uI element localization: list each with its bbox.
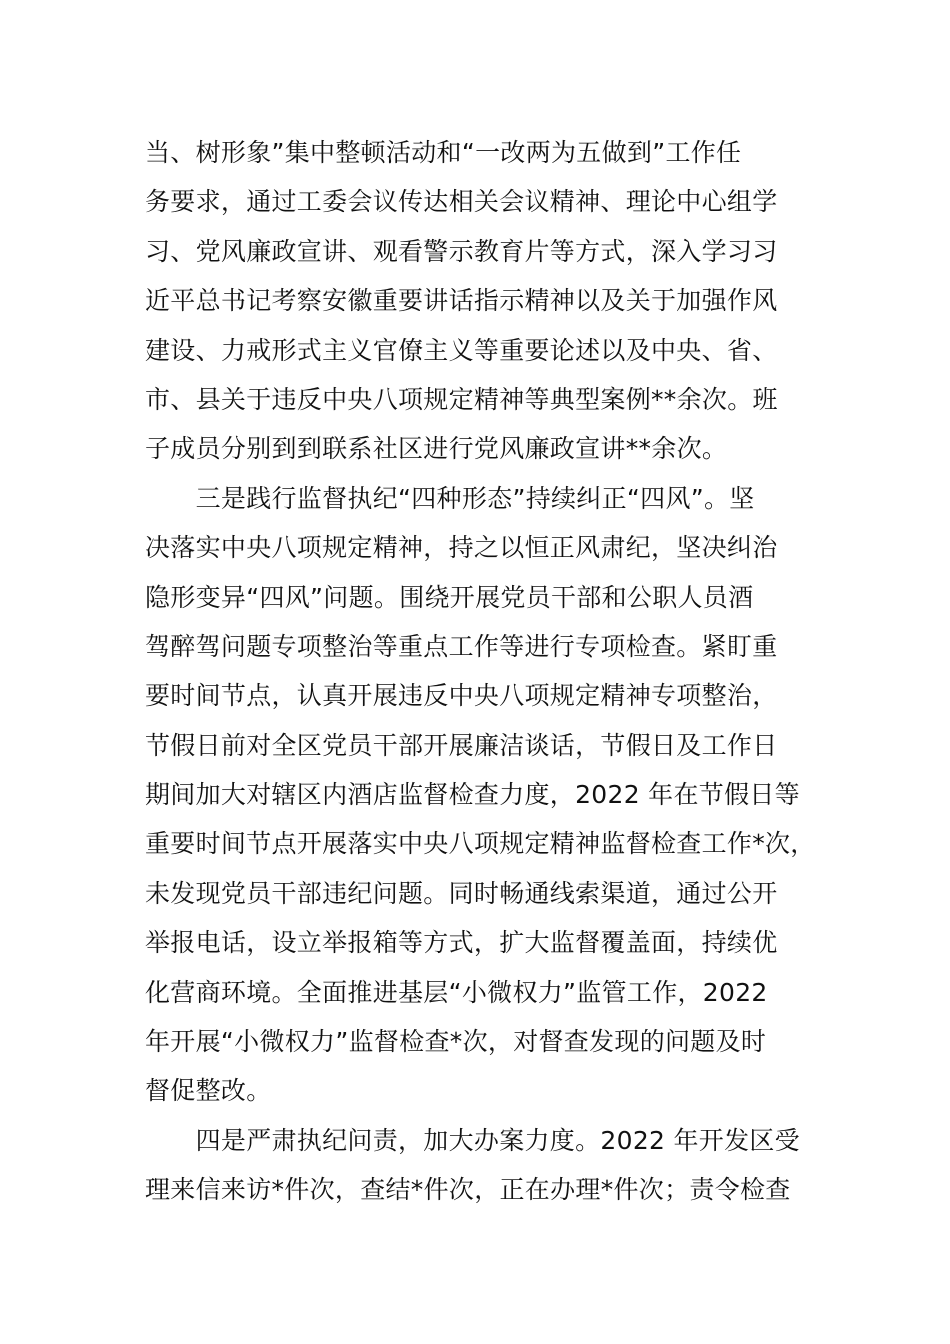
text-line: 近平总书记考察安徽重要讲话指示精神以及关于加强作风 xyxy=(145,286,778,316)
paragraph-start-line: 四是严肃执纪问责，加大办案力度。2022 年开发区受 xyxy=(145,1125,800,1155)
document-body xyxy=(145,128,816,1215)
text-line: 务要求，通过工委会议传达相关会议精神、理论中心组学 xyxy=(145,187,778,217)
text-line: 未发现党员干部违纪问题。同时畅通线索渠道，通过公开 xyxy=(145,878,778,908)
text-line: 化营商环境。全面推进基层“小微权力”监管工作，2022 xyxy=(145,977,768,1007)
text-line: 子成员分别到到联系社区进行党风廉政宣讲**余次。 xyxy=(145,434,728,464)
text-line: 举报电话，设立举报箱等方式，扩大监督覆盖面，持续优 xyxy=(145,928,778,958)
text-line: 决落实中央八项规定精神，持之以恒正风肃纪，坚决纠治 xyxy=(145,533,778,563)
text-line: 期间加大对辖区内酒店监督检查力度，2022 年在节假日等 xyxy=(145,780,800,810)
paragraph-start-line: 三是践行监督执纪“四种形态”持续纠正“四风”。坚 xyxy=(145,483,755,513)
text-line: 市、县关于违反中央八项规定精神等典型案例**余次。班 xyxy=(145,384,778,414)
text-line: 当、树形象”集中整顿活动和“一改两为五做到”工作任 xyxy=(145,138,742,167)
text-line: 督促整改。 xyxy=(145,1076,272,1106)
text-line: 年开展“小微权力”监督检查*次，对督查发现的问题及时 xyxy=(145,1027,767,1057)
text-line: 隐形变异“四风”问题。围绕开展党员干部和公职人员酒 xyxy=(145,582,754,612)
text-line: 建设、力戒形式主义官僚主义等重要论述以及中央、省、 xyxy=(145,335,778,365)
text-line: 理来信来访*件次，查结*件次，正在办理*件次；责令检查 xyxy=(145,1175,791,1205)
text-line: 节假日前对全区党员干部开展廉洁谈话，节假日及工作日 xyxy=(145,730,778,760)
text-line: 要时间节点，认真开展违反中央八项规定精神专项整治， xyxy=(145,681,778,711)
text-line: 重要时间节点开展落实中央八项规定精神监督检查工作*次， xyxy=(145,829,816,859)
text-line: 驾醉驾问题专项整治等重点工作等进行专项检查。紧盯重 xyxy=(145,631,778,661)
text-line: 习、党风廉政宣讲、观看警示教育片等方式，深入学习习 xyxy=(145,236,778,266)
